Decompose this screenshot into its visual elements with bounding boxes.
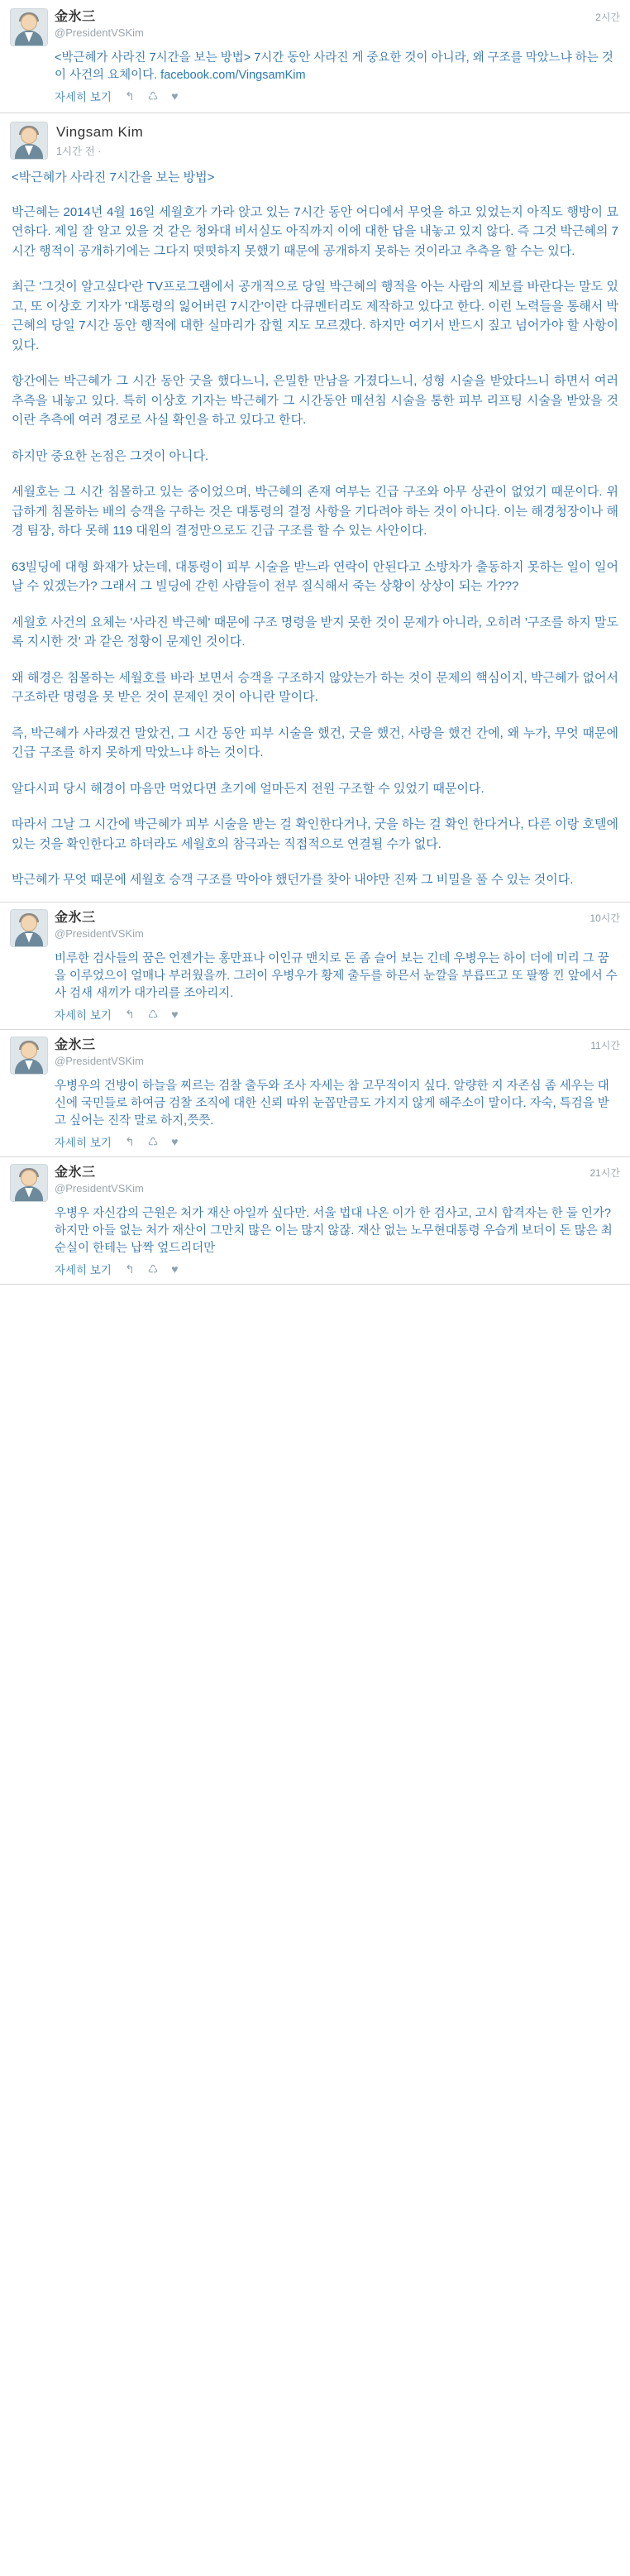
handle[interactable]: @PresidentVSKim	[55, 1181, 144, 1195]
timestamp[interactable]: 21시간	[589, 1166, 620, 1179]
tweet-actions	[10, 1133, 620, 1150]
article-paragraph: 세월호는 그 시간 침몰하고 있는 중이었으며, 박근혜의 존재 여부는 긴급 구조와 아무 상관이 없었기 때문이다. 위급하게 침몰하는 배의 승객을 구하는 것은 대통령의 결정 사항을 기다려야 하는 것이 아니다. 이는 해경청장이나 해경 팀장, 하다 못해 119 대원의 결정만으로도 긴급 구조를 할 수 있는 사안이다.	[12, 485, 618, 538]
timestamp[interactable]: 10시간	[589, 912, 620, 924]
tweet-text: 우병우의 건방이 하늘을 찌르는 검찰 출두와 조사 자세는 참 고무적이지 싶다. 알량한 지 자존심 좀 세우는 대신에 국민들로 하여금 검찰 조직에 대한 신뢰 따위 눈꼽만큼도 가지지 않게 해주소이 말이다. 자숙, 특검을 받고 싶어는 진작 말로 하지,쯧쯧.	[55, 1079, 609, 1128]
name-block	[55, 909, 583, 941]
article-paragraph: 항간에는 박근혜가 그 시간 동안 굿을 했다느니, 은밀한 만남을 가졌다느니, 성형 시술을 받았다느니 하면서 여러 추측을 내놓고 있다. 특히 이상호 기자는 박근혜가 그 시간동안 매선침 시술을 통한 피부 리프팅 시술을 받았을 것이란 추측에 여러 경로로 사실 확인을 하고 있다고 한다.	[12, 374, 618, 427]
tweet-header	[10, 909, 620, 947]
avatar-face	[21, 127, 37, 144]
like-icon[interactable]: ♥	[171, 89, 179, 103]
avatar[interactable]	[10, 8, 48, 46]
name-block	[55, 1164, 583, 1195]
article-title: <박근혜가 사라진 7시간을 보는 방법>	[12, 170, 215, 184]
article-paragraph: 따라서 그날 그 시간에 박근혜가 피부 시술을 받는 걸 확인한다거나, 굿을 하는 걸 확인 한다거나, 다른 이랑 호텔에 있는 것을 확인한다고 하더라도 세월호의 참극과는 직접적으로 연결될 수가 없다.	[12, 817, 618, 851]
show-more-button[interactable]: 자세히 보기	[55, 1008, 112, 1022]
handle[interactable]: @PresidentVSKim	[55, 926, 144, 940]
timestamp[interactable]: 2시간	[595, 12, 620, 23]
handle[interactable]: @PresidentVSKim	[55, 26, 144, 39]
reply-icon[interactable]: ↰	[124, 1262, 135, 1276]
like-icon[interactable]: ♥	[171, 1134, 179, 1148]
display-name[interactable]: 金氷三	[55, 10, 96, 24]
retweet-icon[interactable]: ♺	[147, 1007, 159, 1021]
like-icon[interactable]: ♥	[171, 1262, 179, 1276]
display-name[interactable]: 金氷三	[55, 1037, 96, 1052]
avatar[interactable]	[10, 122, 48, 160]
tweet-item[interactable]	[0, 0, 630, 113]
article-header	[10, 122, 620, 160]
display-name[interactable]: 金氷三	[55, 910, 96, 925]
article-paragraph: 세월호 사건의 요체는 '사라진 박근혜' 때문에 구조 명령을 받지 못한 것이 문제가 아니라, 오히려 '구조를 하지 말도록 지시한 것' 과 같은 정황이 문제인 것이다.	[12, 615, 618, 649]
avatar[interactable]	[10, 1164, 48, 1202]
article-paragraph: 왜 해경은 침몰하는 세월호를 바라 보면서 승객을 구조하지 않았는가 하는 것이 문제의 핵심이지, 박근혜가 없어서 구조하란 명령을 못 받은 것이 문제인 것이 아니란 말이다.	[12, 670, 618, 704]
tweet-item[interactable]	[0, 903, 630, 1030]
tweet-text: 비루한 검사들의 꿈은 언젠가는 홍만표나 이인규 맨치로 돈 좀 슬어 보는 긴데 우병우는 하이 더에 미리 그 꿈을 이루었으이 얼매나 부러웠을까. 그러이 우병우가 황제 출두를 하믄서 눈깔을 부릅뜨고 또 팔짱 낀 앞에서 수사 검새 새끼가 대가리를 조아리지.	[55, 951, 618, 1000]
tweet-text: 우병우 자신감의 근원은 처가 재산 아일까 싶다만. 서울 법대 나온 이가 한 검사고, 고시 합격자는 한 둘 인가? 하지만 아들 없는 처가 재산이 그만치 많은 이는 많지 않잖. 재산 없는 노무현대통령 우습게 보더이 돈 많은 최순실이 한테는 납짝 엎드리더만	[55, 1206, 613, 1255]
tweet-header	[10, 1164, 620, 1202]
retweet-icon[interactable]: ♺	[147, 1262, 159, 1276]
expanded-article-tweet	[0, 113, 630, 903]
like-icon[interactable]: ♥	[171, 1007, 179, 1021]
article-paragraph: 알다시피 당시 해경이 마음만 먹었다면 초기에 얼마든지 전원 구조할 수 있었기 때문이다.	[12, 781, 484, 796]
show-more-button[interactable]: 자세히 보기	[55, 91, 112, 103]
tweet-actions	[10, 1006, 620, 1022]
reply-icon[interactable]: ↰	[124, 89, 135, 103]
article-body	[10, 168, 620, 890]
avatar[interactable]	[10, 1037, 48, 1075]
reply-icon[interactable]: ↰	[124, 1007, 135, 1021]
article-meta	[56, 124, 143, 158]
article-paragraph: 하지만 중요한 논점은 그것이 아니다.	[12, 448, 209, 463]
tweet-header	[10, 1037, 620, 1075]
show-more-button[interactable]: 자세히 보기	[55, 1136, 112, 1149]
tweet-link[interactable]: facebook.com/VingsamKim	[160, 69, 306, 82]
tweet-header	[10, 8, 620, 46]
article-paragraph: 즉, 박근혜가 사라졌건 말았건, 그 시간 동안 피부 시술을 했건, 굿을 했건, 사랑을 했건 간에, 왜 누가, 무엇 때문에 긴급 구조를 하지 못하게 막았느냐 하는 것이다.	[12, 725, 618, 759]
retweet-icon[interactable]: ♺	[147, 89, 159, 103]
handle[interactable]: @PresidentVSKim	[55, 1054, 144, 1067]
avatar[interactable]	[10, 909, 48, 947]
article-paragraph: 63빌딩에 대형 화재가 났는데, 대통령이 피부 시술을 받느라 연락이 안된다고 소방차가 출동하지 못하는 일이 일어날 수 있겠는가? 그래서 그 빌딩에 갇힌 사람들이 전부 질식해서 죽는 상황이 상상이 되는 가???	[12, 559, 618, 593]
article-paragraph: 최근 '그것이 알고싶다'란 TV프로그램에서 공개적으로 당일 박근혜의 행적을 아는 사람의 제보를 바란다는 말도 있고, 또 이상호 기자가 '대통령의 잃어버린 7시간'이란 다큐멘터리도 제작하고 있다고 한다. 이런 노력들을 통해서 박근혜의 당일 7시간 동안 행적에 대한 실마리가 잡힐 지도 모르겠다. 하지만 여기서 반드시 짚고 넘어가야 할 사항이 있다.	[12, 280, 618, 352]
tweet-text-content: <박근혜가 사라진 7시간을 보는 방법> 7시간 동안 사라진 게 중요한 것이 아니라, 왜 구조를 막았느냐 하는 것이 사건의 요체이다.	[55, 51, 613, 82]
display-name[interactable]: 金氷三	[55, 1165, 96, 1180]
retweet-icon[interactable]: ♺	[147, 1134, 159, 1148]
tweet-text	[10, 50, 620, 84]
name-block	[55, 1037, 584, 1068]
avatar-face	[21, 1042, 37, 1059]
tweet-actions	[10, 88, 620, 104]
article-timestamp[interactable]: 1시간 전 ·	[56, 145, 102, 157]
show-more-button[interactable]: 자세히 보기	[55, 1263, 112, 1276]
article-paragraph: 박근혜가 무엇 때문에 세월호 승객 구조를 막아야 했던가를 찾아 내야만 진짜 그 비밀을 풀 수 있는 것이다.	[12, 873, 574, 887]
name-block	[55, 8, 589, 40]
tweet-actions	[10, 1261, 620, 1277]
tweet-item[interactable]	[0, 1030, 630, 1157]
article-paragraph: 박근혜는 2014년 4월 16일 세월호가 가라 앉고 있는 7시간 동안 어디에서 무엇을 하고 있었는지 아직도 행방이 묘연하다. 제일 잘 알고 있을 것 같은 청와대 비서실도 아직까지 이에 대한 답을 내놓고 있지 않다. 즉 그것 박근혜의 7시간 행적이 공개하기에는 그다지 떳떳하지 못했기 때문에 공개하지 못하는 것이라고 추측을 할 수는 있다.	[12, 204, 618, 258]
tweet-item[interactable]	[0, 1157, 630, 1285]
avatar-face	[21, 1170, 37, 1186]
avatar-face	[21, 14, 37, 31]
timestamp[interactable]: 11시간	[590, 1039, 620, 1051]
reply-icon[interactable]: ↰	[124, 1134, 135, 1148]
avatar-face	[21, 915, 37, 931]
article-author-name[interactable]: Vingsam Kim	[56, 123, 144, 140]
